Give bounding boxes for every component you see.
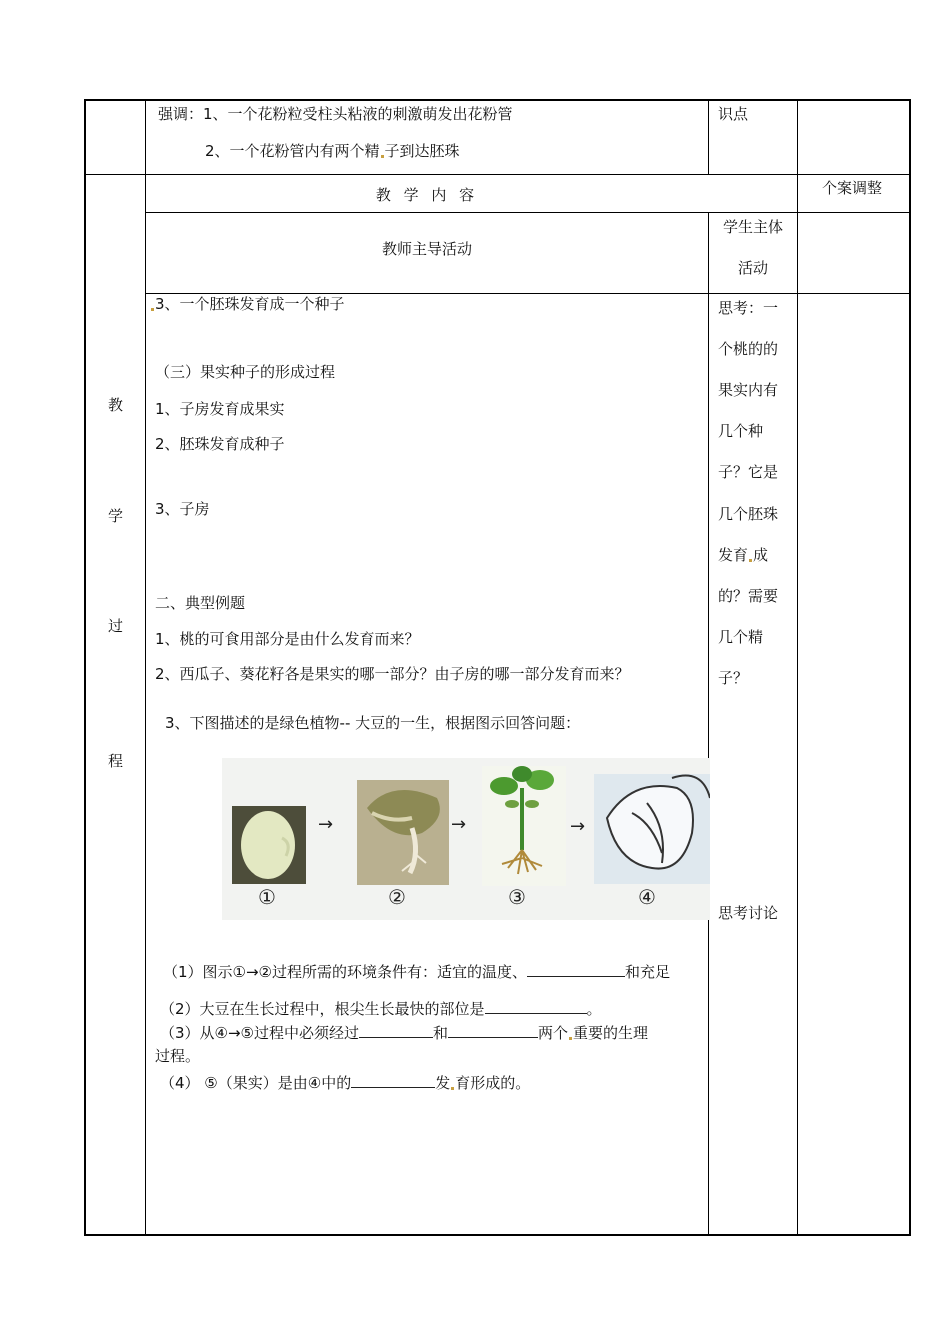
sub-question-4b: 发 xyxy=(435,1074,451,1092)
examples-title: 二、典型例题 xyxy=(155,594,246,612)
arrow-3: → xyxy=(570,816,586,837)
student-line-6: 几个胚珠 xyxy=(718,505,779,523)
point-1: 1、子房发育成果实 xyxy=(155,400,285,418)
col-divider-3-main xyxy=(797,174,798,1235)
row-divider-1 xyxy=(84,174,911,175)
sub-question-2b: 。 xyxy=(586,1000,602,1018)
sub-question-1b: 和充足 xyxy=(625,963,671,981)
student-line-8: 的？需要 xyxy=(718,587,779,605)
mark-dot xyxy=(151,308,154,311)
table-border-bottom xyxy=(84,1234,911,1236)
question-3: 3、下图描述的是绿色植物-- 大豆的一生，根据图示回答问题： xyxy=(165,714,581,732)
side-label-char-4: 程 xyxy=(108,752,124,770)
seedling-leaf xyxy=(490,777,518,795)
sub-question-3c: 两个 xyxy=(538,1024,569,1042)
stage-label-1: ① xyxy=(258,885,276,909)
table-border-right xyxy=(909,99,911,1236)
sub-question-2a: （2）大豆在生长过程中，根尖生长最快的部位是 xyxy=(160,1000,485,1018)
soybean-life-cycle-diagram xyxy=(222,758,710,920)
col-divider-2-top xyxy=(708,99,709,174)
stage-label-2: ② xyxy=(388,885,406,909)
student-line-4: 几个种 xyxy=(718,422,764,440)
sub-question-4c: 育形成的。 xyxy=(455,1074,531,1092)
mark-dot xyxy=(451,1087,454,1090)
table-border-top xyxy=(84,99,911,101)
row-divider-2 xyxy=(145,212,910,213)
mark-dot xyxy=(749,559,752,562)
student-line-7b: 成 xyxy=(753,546,769,564)
emphasis-line-1: 强调：1、一个花粉粒受柱头粘液的刺激萌发出花粉管 xyxy=(158,105,513,123)
sub-question-4 xyxy=(160,1072,530,1092)
student-line-3: 果实内有 xyxy=(718,381,779,399)
student-discuss: 思考讨论 xyxy=(718,904,779,922)
point-3: 3、子房 xyxy=(155,500,210,518)
teaching-content-header: 教 学 内 容 xyxy=(375,186,479,204)
student-line-2: 个桃的的 xyxy=(718,340,779,358)
side-label-char-2: 学 xyxy=(108,507,124,525)
item-3-line xyxy=(150,295,345,313)
teacher-activity-header: 教师主导活动 xyxy=(381,240,472,258)
point-2: 2、胚珠发育成种子 xyxy=(155,435,285,453)
answer-blank-5[interactable] xyxy=(351,1072,435,1088)
side-label-char-1: 教 xyxy=(108,396,124,414)
stage-label-4: ④ xyxy=(638,885,656,909)
answer-blank-2[interactable] xyxy=(485,998,587,1014)
table-border-left xyxy=(84,99,86,1236)
sub-question-1a: （1）图示①→②过程所需的环境条件有：适宜的温度、 xyxy=(163,963,528,981)
student-line-9: 几个精 xyxy=(718,628,764,646)
sub-question-3-cont: 过程。 xyxy=(155,1047,201,1065)
knowledge-point-label: 识点 xyxy=(718,105,749,123)
student-activity-header-2: 活动 xyxy=(737,259,768,277)
sub-question-4a: （4） ⑤（果实）是由④中的 xyxy=(160,1074,352,1092)
emphasis-line-2a: 2、一个花粉管内有两个精 xyxy=(205,142,380,160)
sub-question-3 xyxy=(160,1022,648,1042)
mark-dot xyxy=(381,155,384,158)
answer-blank-4[interactable] xyxy=(448,1022,538,1038)
arrow-2: → xyxy=(451,814,467,835)
section-3-title: （三）果实种子的形成过程 xyxy=(155,363,336,381)
sub-question-3a: （3）从④→⑤过程中必须经过 xyxy=(160,1024,360,1042)
emphasis-line-2 xyxy=(205,142,460,160)
item-3-text: 3、一个胚珠发育成一个种子 xyxy=(155,295,345,313)
case-adjust-header: 个案调整 xyxy=(822,179,883,197)
student-line-7a: 发育 xyxy=(718,546,749,564)
student-activity-header-1: 学生主体 xyxy=(722,218,783,236)
col-divider-2-main xyxy=(708,213,709,1235)
stage-label-3: ③ xyxy=(508,885,526,909)
student-line-7 xyxy=(718,546,768,564)
arrow-1: → xyxy=(318,814,334,835)
student-line-5: 子？它是 xyxy=(718,463,779,481)
sub-question-2 xyxy=(160,998,602,1018)
sub-question-1 xyxy=(163,961,670,981)
row-divider-3 xyxy=(145,293,910,294)
answer-blank-1[interactable] xyxy=(527,961,625,977)
sub-question-3b: 和 xyxy=(433,1024,449,1042)
side-label-char-3: 过 xyxy=(108,617,124,635)
question-2: 2、西瓜子、葵花籽各是果实的哪一部分？由子房的哪一部分发育而来？ xyxy=(155,665,630,683)
question-1: 1、桃的可食用部分是由什么发育而来？ xyxy=(155,630,420,648)
sub-question-3d: 重要的生理 xyxy=(573,1024,649,1042)
answer-blank-3[interactable] xyxy=(359,1022,433,1038)
col-divider-1 xyxy=(145,99,146,1236)
col-divider-3-top xyxy=(797,99,798,174)
student-line-1: 思考：一 xyxy=(718,299,779,317)
emphasis-line-2b: 子到达胚珠 xyxy=(384,142,460,160)
mark-dot xyxy=(569,1037,572,1040)
student-line-10: 子？ xyxy=(718,669,749,687)
